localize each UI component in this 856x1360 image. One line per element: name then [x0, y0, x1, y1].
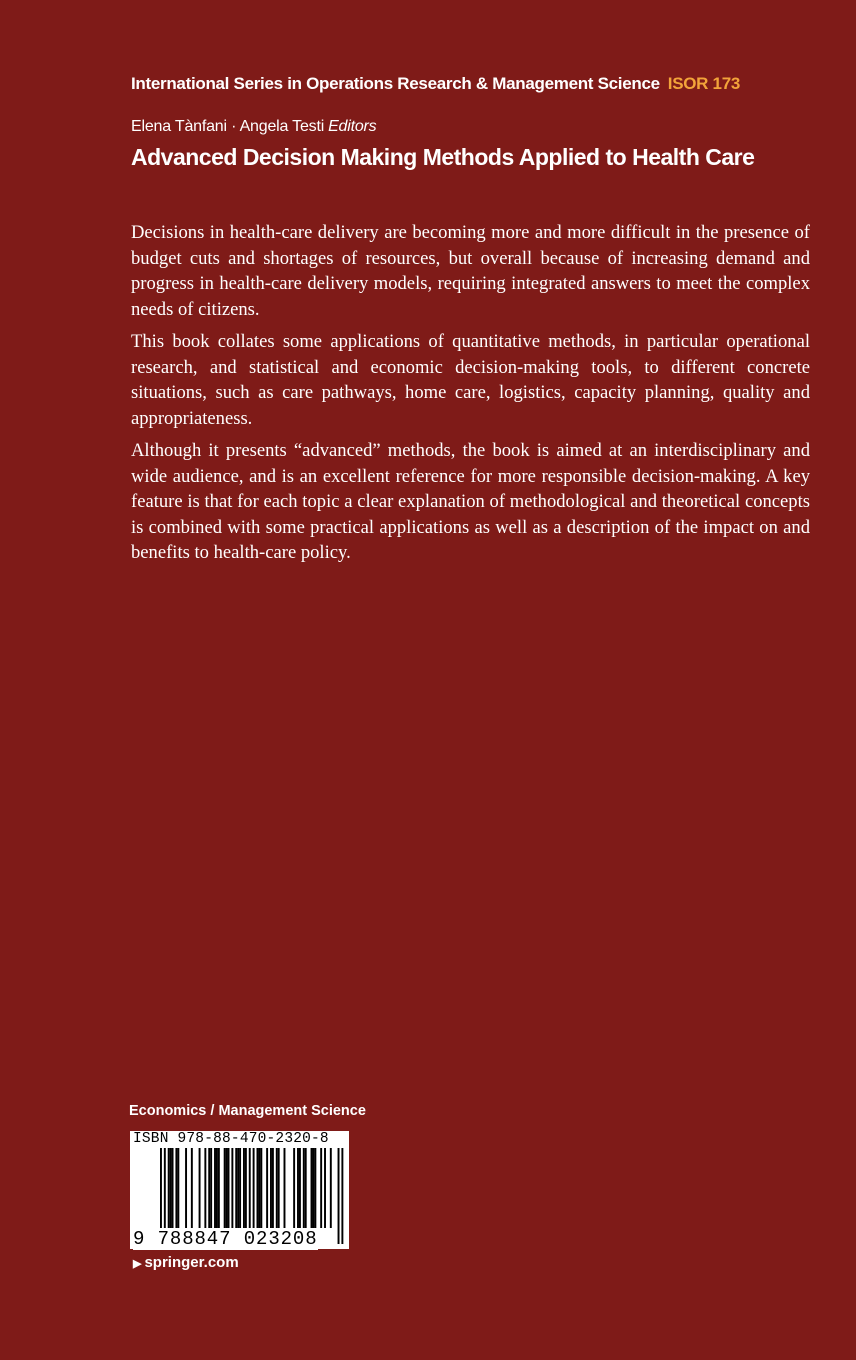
barcode-bar: [338, 1148, 340, 1244]
barcode-bar: [245, 1148, 247, 1228]
barcode-bar: [226, 1148, 228, 1228]
barcode-bar: [235, 1148, 237, 1228]
barcode-bar: [299, 1148, 301, 1228]
description-paragraph-3: Although it presents “advanced” methods, the book is aimed at an interdisciplinary and wide audience, and is an excellent reference for more responsible decision-making. A key feature is that for each topic a clear explanation of methodological and theoretical concepts is combined with some practical applications as well as a description of the impact on and benefits to health-care policy.: [131, 440, 810, 563]
barcode-bar: [216, 1148, 218, 1228]
barcode-bar: [278, 1148, 280, 1228]
arrow-right-icon: ▶: [133, 1258, 142, 1270]
series-code: ISOR 173: [667, 74, 741, 93]
series-name: International Series in Operations Research & Management Science: [131, 74, 660, 93]
editors-role: Editors: [328, 118, 377, 135]
barcode-bar: [341, 1148, 343, 1244]
barcode-bar: [270, 1148, 272, 1228]
barcode-bar: [224, 1148, 226, 1228]
barcode-bar: [258, 1148, 260, 1228]
isbn-barcode: [130, 1131, 349, 1249]
barcode-bar: [293, 1148, 295, 1228]
barcode-bar: [276, 1148, 278, 1228]
barcode-bar: [218, 1148, 220, 1228]
barcode-bar: [243, 1148, 245, 1228]
subject-category: Economics / Management Science: [129, 1103, 366, 1119]
description-paragraph-1: Decisions in health-care delivery are becoming more and more difficult in the presence of budget cuts and shortages of resources, but overall because of increasing demand and progress in health-care delivery models, requiring integrated answers to meet the complex needs of citizens.: [131, 222, 810, 320]
barcode-bar: [305, 1148, 307, 1228]
barcode-bar: [320, 1148, 322, 1228]
barcode-bar: [284, 1148, 286, 1228]
barcode-bar: [168, 1148, 170, 1228]
isbn-label: ISBN 978-88-470-2320-8: [133, 1131, 329, 1147]
barcode-bar: [208, 1148, 210, 1228]
book-description: [131, 220, 810, 573]
barcode-bar: [231, 1148, 233, 1228]
barcode-bar: [239, 1148, 241, 1228]
barcode-bar: [311, 1148, 313, 1228]
barcode-bar: [228, 1148, 230, 1228]
barcode-bar: [237, 1148, 239, 1228]
barcode-bar: [303, 1148, 305, 1228]
barcode-bar: [260, 1148, 262, 1228]
barcode-bar: [266, 1148, 268, 1228]
barcode-bar: [204, 1148, 206, 1228]
barcode-bar: [185, 1148, 187, 1228]
barcode-bar: [272, 1148, 274, 1228]
barcode-bar: [312, 1148, 314, 1228]
barcode-bar: [297, 1148, 299, 1228]
barcode-bar: [175, 1148, 177, 1228]
barcode-bar: [170, 1148, 172, 1228]
description-paragraph-2: This book collates some applications of quantitative methods, in particular operational research, and statistical and economic decision-making tools, to different concrete situations, such as care pathways, home care, logistics, capacity planning, quality and appropriateness.: [131, 331, 810, 429]
barcode-bar: [199, 1148, 201, 1228]
series-line: [131, 74, 740, 94]
ean-digits: 9 788847 023208: [133, 1228, 318, 1250]
barcode-bar: [210, 1148, 212, 1228]
barcode-bar: [191, 1148, 193, 1228]
barcode-bar: [324, 1148, 326, 1228]
editors-line: [131, 118, 376, 136]
barcode-bar: [330, 1148, 332, 1228]
publisher-link[interactable]: [133, 1254, 239, 1271]
editor-names: Elena Tànfani · Angela Testi: [131, 118, 325, 135]
book-title: Advanced Decision Making Methods Applied to Health Care: [131, 144, 755, 170]
barcode-bar: [257, 1148, 259, 1228]
publisher-url: springer.com: [144, 1254, 239, 1271]
barcode-bar: [214, 1148, 216, 1228]
barcode-bar: [314, 1148, 316, 1228]
barcode-bar: [172, 1148, 174, 1228]
barcode-bar: [177, 1148, 179, 1228]
